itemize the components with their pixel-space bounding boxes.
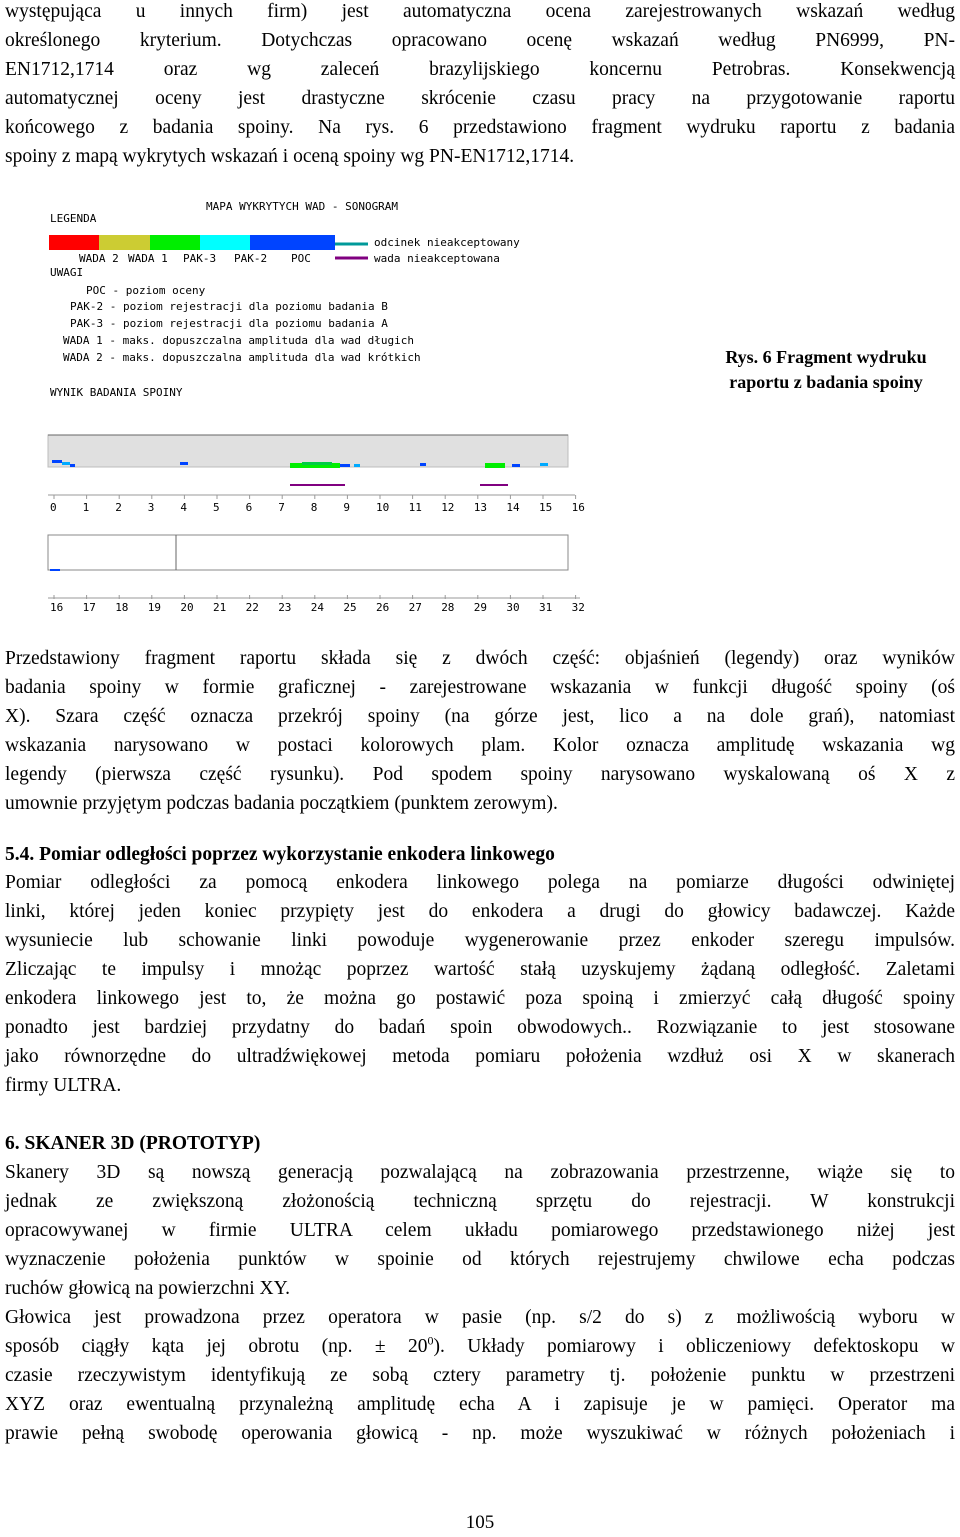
text-line: automatycznej oceny jest drastyczne skrócenie czasu pracy na przygotowanie raportu <box>5 88 955 109</box>
text-line: Pomiar odległości za pomocą enkodera linkowego polega na pomiarze długości odwiniętej <box>5 872 955 893</box>
text-line: jednak ze zwiększoną złożonością techniczną sprzętu do rejestracji. W konstrukcji <box>5 1191 955 1212</box>
legend-swatch-pak-3 <box>150 235 200 250</box>
text-line: spoiny z mapą wykrytych wskazań i oceną spoiny wg PN-EN1712,1714. <box>5 146 575 167</box>
page-number: 105 <box>465 1512 495 1533</box>
text-line: wysuniecie lub schowanie linki powoduje wygenerowanie przez enkoder szeregu impulsów. <box>5 930 955 951</box>
section-heading-5-4: 5.4. Pomiar odległości poprzez wykorzystanie enkodera linkowego <box>5 844 555 865</box>
text-line: X). Szara część oznacza przekrój spoiny (na górze jest, lico a na dole grań), natomiast <box>5 706 955 727</box>
figure-caption: Rys. 6 Fragment wydruku raportu z badania spoiny <box>725 347 927 392</box>
encoder-paragraph <box>5 868 955 1100</box>
line-legend-unaccepted-segment: odcinek nieakceptowany <box>374 236 520 249</box>
legend-label: LEGENDA <box>50 212 97 225</box>
weld-section-2 <box>48 535 585 614</box>
text-line: enkodera linkowego jest to, że można go postawić poza spoiną i zmierzyć całą długość spoiny <box>5 988 955 1009</box>
text-line: opracowywanej w firmie ULTRA celem układu pomiarowego przedstawionego niżej jest <box>5 1220 955 1241</box>
text-line: występująca u innych firm) jest automatyczna ocena zarejestrowanych wskazań według <box>5 1 955 22</box>
line-legend <box>335 236 520 265</box>
sonogram-figure <box>0 190 960 620</box>
axis-tick-label: 9 <box>343 501 351 514</box>
axis-tick-label: 23 <box>278 601 292 614</box>
axis-tick-label: 19 <box>147 601 162 614</box>
text-line: badania spoiny w formie graficznej - zarejestrowane wskazania w funkcji długość spoiny (oś <box>5 677 955 698</box>
axis-tick-label: 22 <box>245 601 259 614</box>
weld-cross-section <box>48 535 568 570</box>
indication <box>485 463 505 468</box>
axis-tick-label: 3 <box>147 501 155 514</box>
weld-section-1 <box>48 435 585 514</box>
color-legend <box>49 235 335 265</box>
axis-tick-label: 4 <box>180 501 188 514</box>
text-line: ruchów głowicą na powierzchni XY. <box>5 1278 291 1299</box>
axis-tick-label: 26 <box>376 601 390 614</box>
legend-text-wada-2: WADA 2 <box>79 252 119 265</box>
axis-tick-label: 18 <box>115 601 129 614</box>
axis-tick-label: 21 <box>213 601 227 614</box>
text-line: jako równorzędne do ultradźwiękowej metoda pomiaru położenia wzdłuż osi X w skanerach <box>5 1046 955 1067</box>
text-line: XYZ oraz ewentualną przynależną amplitudę echa A i zapisuje je w pamięci. Operator ma <box>5 1394 955 1415</box>
legend-swatch-wada-1 <box>99 235 150 250</box>
note-item: POC - poziom oceny <box>86 284 206 297</box>
axis-tick-label: 14 <box>506 501 520 514</box>
indication <box>354 464 360 467</box>
axis-tick-label: 24 <box>310 601 325 614</box>
indication <box>420 463 426 466</box>
text-line: linki, której jeden koniec przypięty jest do enkodera a drugi do głowicy badawczej. Każde <box>5 901 955 922</box>
text-line: wskazania narysowano w postaci kolorowych plam. Kolor oznacza amplitudę wskazania wg <box>5 735 955 756</box>
indication <box>62 462 70 465</box>
axis-tick-label: 16 <box>50 601 64 614</box>
figure-title: MAPA WYKRYTYCH WAD - SONOGRAM <box>206 200 399 213</box>
axis-tick-label: 25 <box>343 601 357 614</box>
axis-tick-label: 10 <box>376 501 390 514</box>
axis-tick-label: 17 <box>82 601 96 614</box>
legend-text-pak-2: PAK-2 <box>234 252 268 265</box>
axis-tick-label: 30 <box>506 601 520 614</box>
axis-tick-label: 15 <box>539 501 553 514</box>
text-line: wyznaczenie położenia punktów w spoinie od których rejestrujemy chwilowe echa podczas <box>5 1249 955 1270</box>
axis-tick-label: 13 <box>473 501 488 514</box>
text-line: czasie rzeczywistym identyfikują ze sobą cztery parametry tj. położenie punktu w przestrzeni <box>5 1365 955 1386</box>
notes-label: UWAGI <box>50 266 84 279</box>
axis-tick-label: 29 <box>473 601 488 614</box>
indication <box>340 464 350 467</box>
text-line: ponadto jest bardziej przydatny do badań spoin obwodowych.. Rozwiązanie to jest stosowane <box>5 1017 955 1038</box>
text-line: prawie pełną swobodę operowania głowicą - np. może wyszukiwać w różnych położeniach i <box>5 1423 955 1444</box>
axis-tick-label: 27 <box>408 601 422 614</box>
axis-tick-label: 32 <box>571 601 585 614</box>
legend-text-pak-3: PAK-3 <box>183 252 217 265</box>
text-line: Przedstawiony fragment raportu składa się z dwóch część: objaśnień (legendy) oraz wyników <box>5 648 955 669</box>
axis-tick-label: 5 <box>213 501 220 514</box>
axis-tick-label: 8 <box>310 501 318 514</box>
section-heading-6: 6. SKANER 3D (PROTOTYP) <box>5 1133 261 1154</box>
axis-tick-label: 31 <box>539 601 553 614</box>
axis-tick-label: 0 <box>50 501 57 514</box>
text-line: umownie przyjętym podczas badania początkiem (punktem zerowym). <box>5 793 558 814</box>
legend-swatch-wada-2 <box>49 235 99 250</box>
indication <box>50 569 60 571</box>
description-paragraph <box>5 644 955 818</box>
text-line: Głowica jest prowadzona przez operatora w pasie (np. s/2 do s) z możliwością wyboru w <box>5 1307 955 1328</box>
probe-paragraph <box>5 1303 955 1448</box>
axis-tick-label: 2 <box>115 501 122 514</box>
axis-tick-label: 12 <box>441 501 455 514</box>
legend-text-poc: POC <box>291 252 311 265</box>
indication <box>302 462 332 465</box>
note-item: WADA 1 - maks. dopuszczalna amplituda dla wad długich <box>63 334 414 347</box>
text-line: końcowego z badania spoiny. Na rys. 6 przedstawiono fragment wydruku raportu z badania <box>5 117 955 138</box>
axis-tick-label: 20 <box>180 601 194 614</box>
note-item: WADA 2 - maks. dopuszczalna amplituda dla wad krótkich <box>63 351 421 364</box>
note-item: PAK-2 - poziom rejestracji dla poziomu badania B <box>70 300 388 313</box>
axis-tick-label: 16 <box>571 501 585 514</box>
intro-paragraph <box>5 0 955 171</box>
text-line: Skanery 3D są nowszą generacją pozwalającą na zobrazowania przestrzenne, wiąże się to <box>5 1162 955 1183</box>
axis-tick-label: 11 <box>408 501 422 514</box>
text-line: sposób ciągły kąta jej obrotu (np. ± $20^0$). Układy pomiarowy i obliczeniowy defektoskopu w <box>5 1333 956 1357</box>
text-line: legendy (pierwsza część rysunku). Pod spodem spoiny narysowano wyskalowaną oś X z <box>5 764 955 785</box>
axis-tick-label: 1 <box>82 501 90 514</box>
result-label: WYNIK BADANIA SPOINY <box>50 386 183 399</box>
x-axis-1 <box>50 495 585 514</box>
indication <box>52 460 62 463</box>
axis-tick-label: 7 <box>278 501 285 514</box>
indication <box>540 463 548 466</box>
indication <box>512 464 520 467</box>
legend-swatch-poc <box>250 235 335 250</box>
legend-swatch-pak-2 <box>200 235 250 250</box>
indication <box>180 462 188 465</box>
line-legend-unaccepted-flaw: wada nieakceptowana <box>374 252 500 265</box>
axis-tick-label: 28 <box>441 601 455 614</box>
scanner-paragraph <box>5 1158 955 1303</box>
indication <box>70 464 75 467</box>
text-line: EN1712,1714 oraz wg zaleceń brazylijskiego koncernu Petrobras. Konsekwencją <box>5 59 955 80</box>
axis-tick-label: 6 <box>245 501 253 514</box>
legend-text-wada-1: WADA 1 <box>128 252 168 265</box>
text-line: firmy ULTRA. <box>5 1075 122 1096</box>
note-item: PAK-3 - poziom rejestracji dla poziomu badania A <box>70 317 388 330</box>
text-line: określonego kryterium. Dotychczas opracowano ocenę wskazań według PN6999, PN- <box>5 30 955 51</box>
text-line: Zliczając te impulsy i mnożąc poprzez wartość stałą uzyskujemy żądaną odległość. Zaletami <box>5 959 955 980</box>
